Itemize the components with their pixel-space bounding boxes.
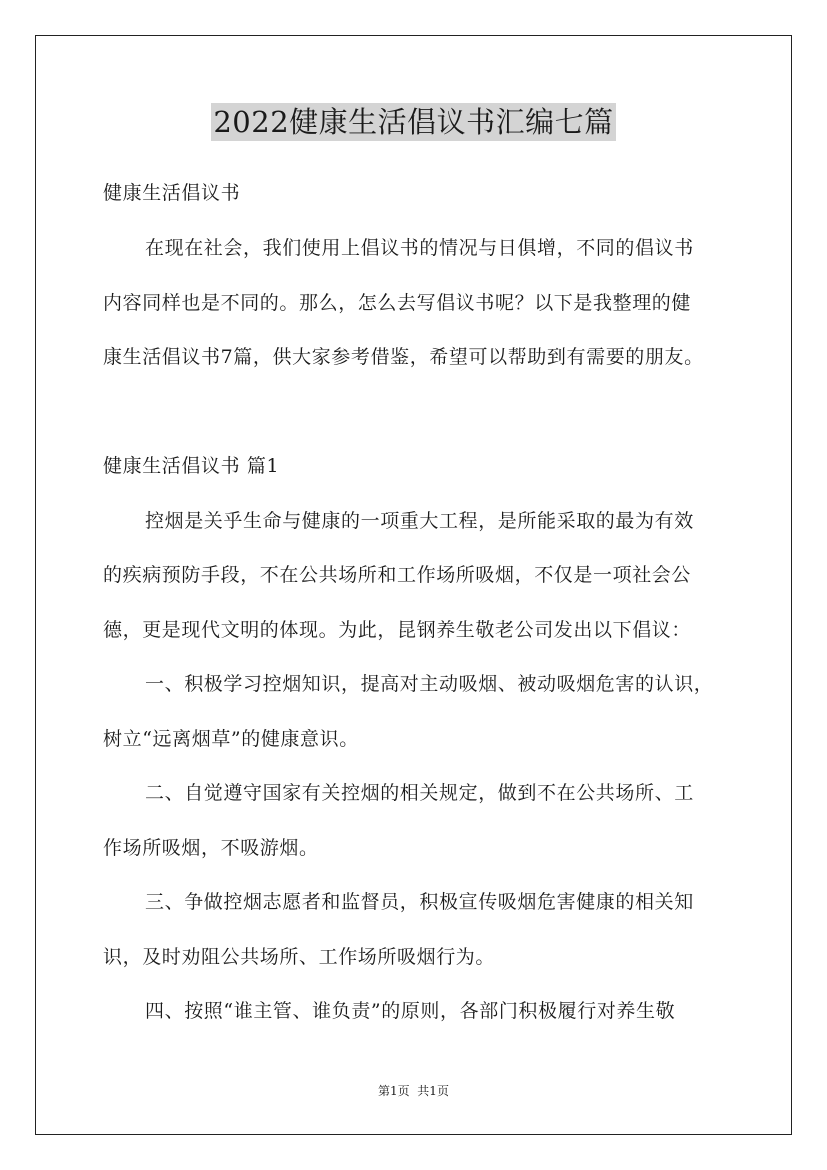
body-line: 的疾病预防手段，不在公共场所和工作场所吸烟，不仅是一项社会公 bbox=[103, 564, 692, 586]
body-line: 德，更是现代文明的体现。为此，昆钢养生敬老公司发出以下倡议： bbox=[103, 619, 692, 641]
document-title: 2022健康生活倡议书汇编七篇 bbox=[213, 105, 614, 139]
section-heading: 健康生活倡议书 bbox=[103, 182, 241, 204]
intro-line: 在现在社会，我们使用上倡议书的情况与日俱增，不同的倡议书 bbox=[145, 237, 694, 259]
body-line: 一、积极学习控烟知识，提高对主动吸烟、被动吸烟危害的认识， bbox=[145, 673, 714, 695]
body-line: 三、争做控烟志愿者和监督员，积极宣传吸烟危害健康的相关知 bbox=[145, 891, 694, 913]
body-line: 二、自觉遵守国家有关控烟的相关规定，做到不在公共场所、工 bbox=[145, 782, 694, 804]
body-line: 四、按照“谁主管、谁负责”的原则，各部门积极履行对养生敬 bbox=[145, 1000, 676, 1022]
intro-line: 康生活倡议书7篇，供大家参考借鉴，希望可以帮助到有需要的朋友。 bbox=[103, 346, 704, 368]
page-number: 第1页 共1页 bbox=[378, 1084, 449, 1098]
title-container bbox=[0, 103, 827, 141]
intro-line: 内容同样也是不同的。那么，怎么去写倡议书呢？以下是我整理的健 bbox=[103, 292, 692, 314]
body-line: 控烟是关乎生命与健康的一项重大工程，是所能采取的最为有效 bbox=[145, 510, 694, 532]
body-line: 识，及时劝阻公共场所、工作场所吸烟行为。 bbox=[103, 946, 496, 968]
body-line: 树立“远离烟草”的健康意识。 bbox=[103, 728, 359, 750]
body-line: 作场所吸烟，不吸游烟。 bbox=[103, 837, 319, 859]
section-heading: 健康生活倡议书 篇1 bbox=[103, 455, 280, 477]
